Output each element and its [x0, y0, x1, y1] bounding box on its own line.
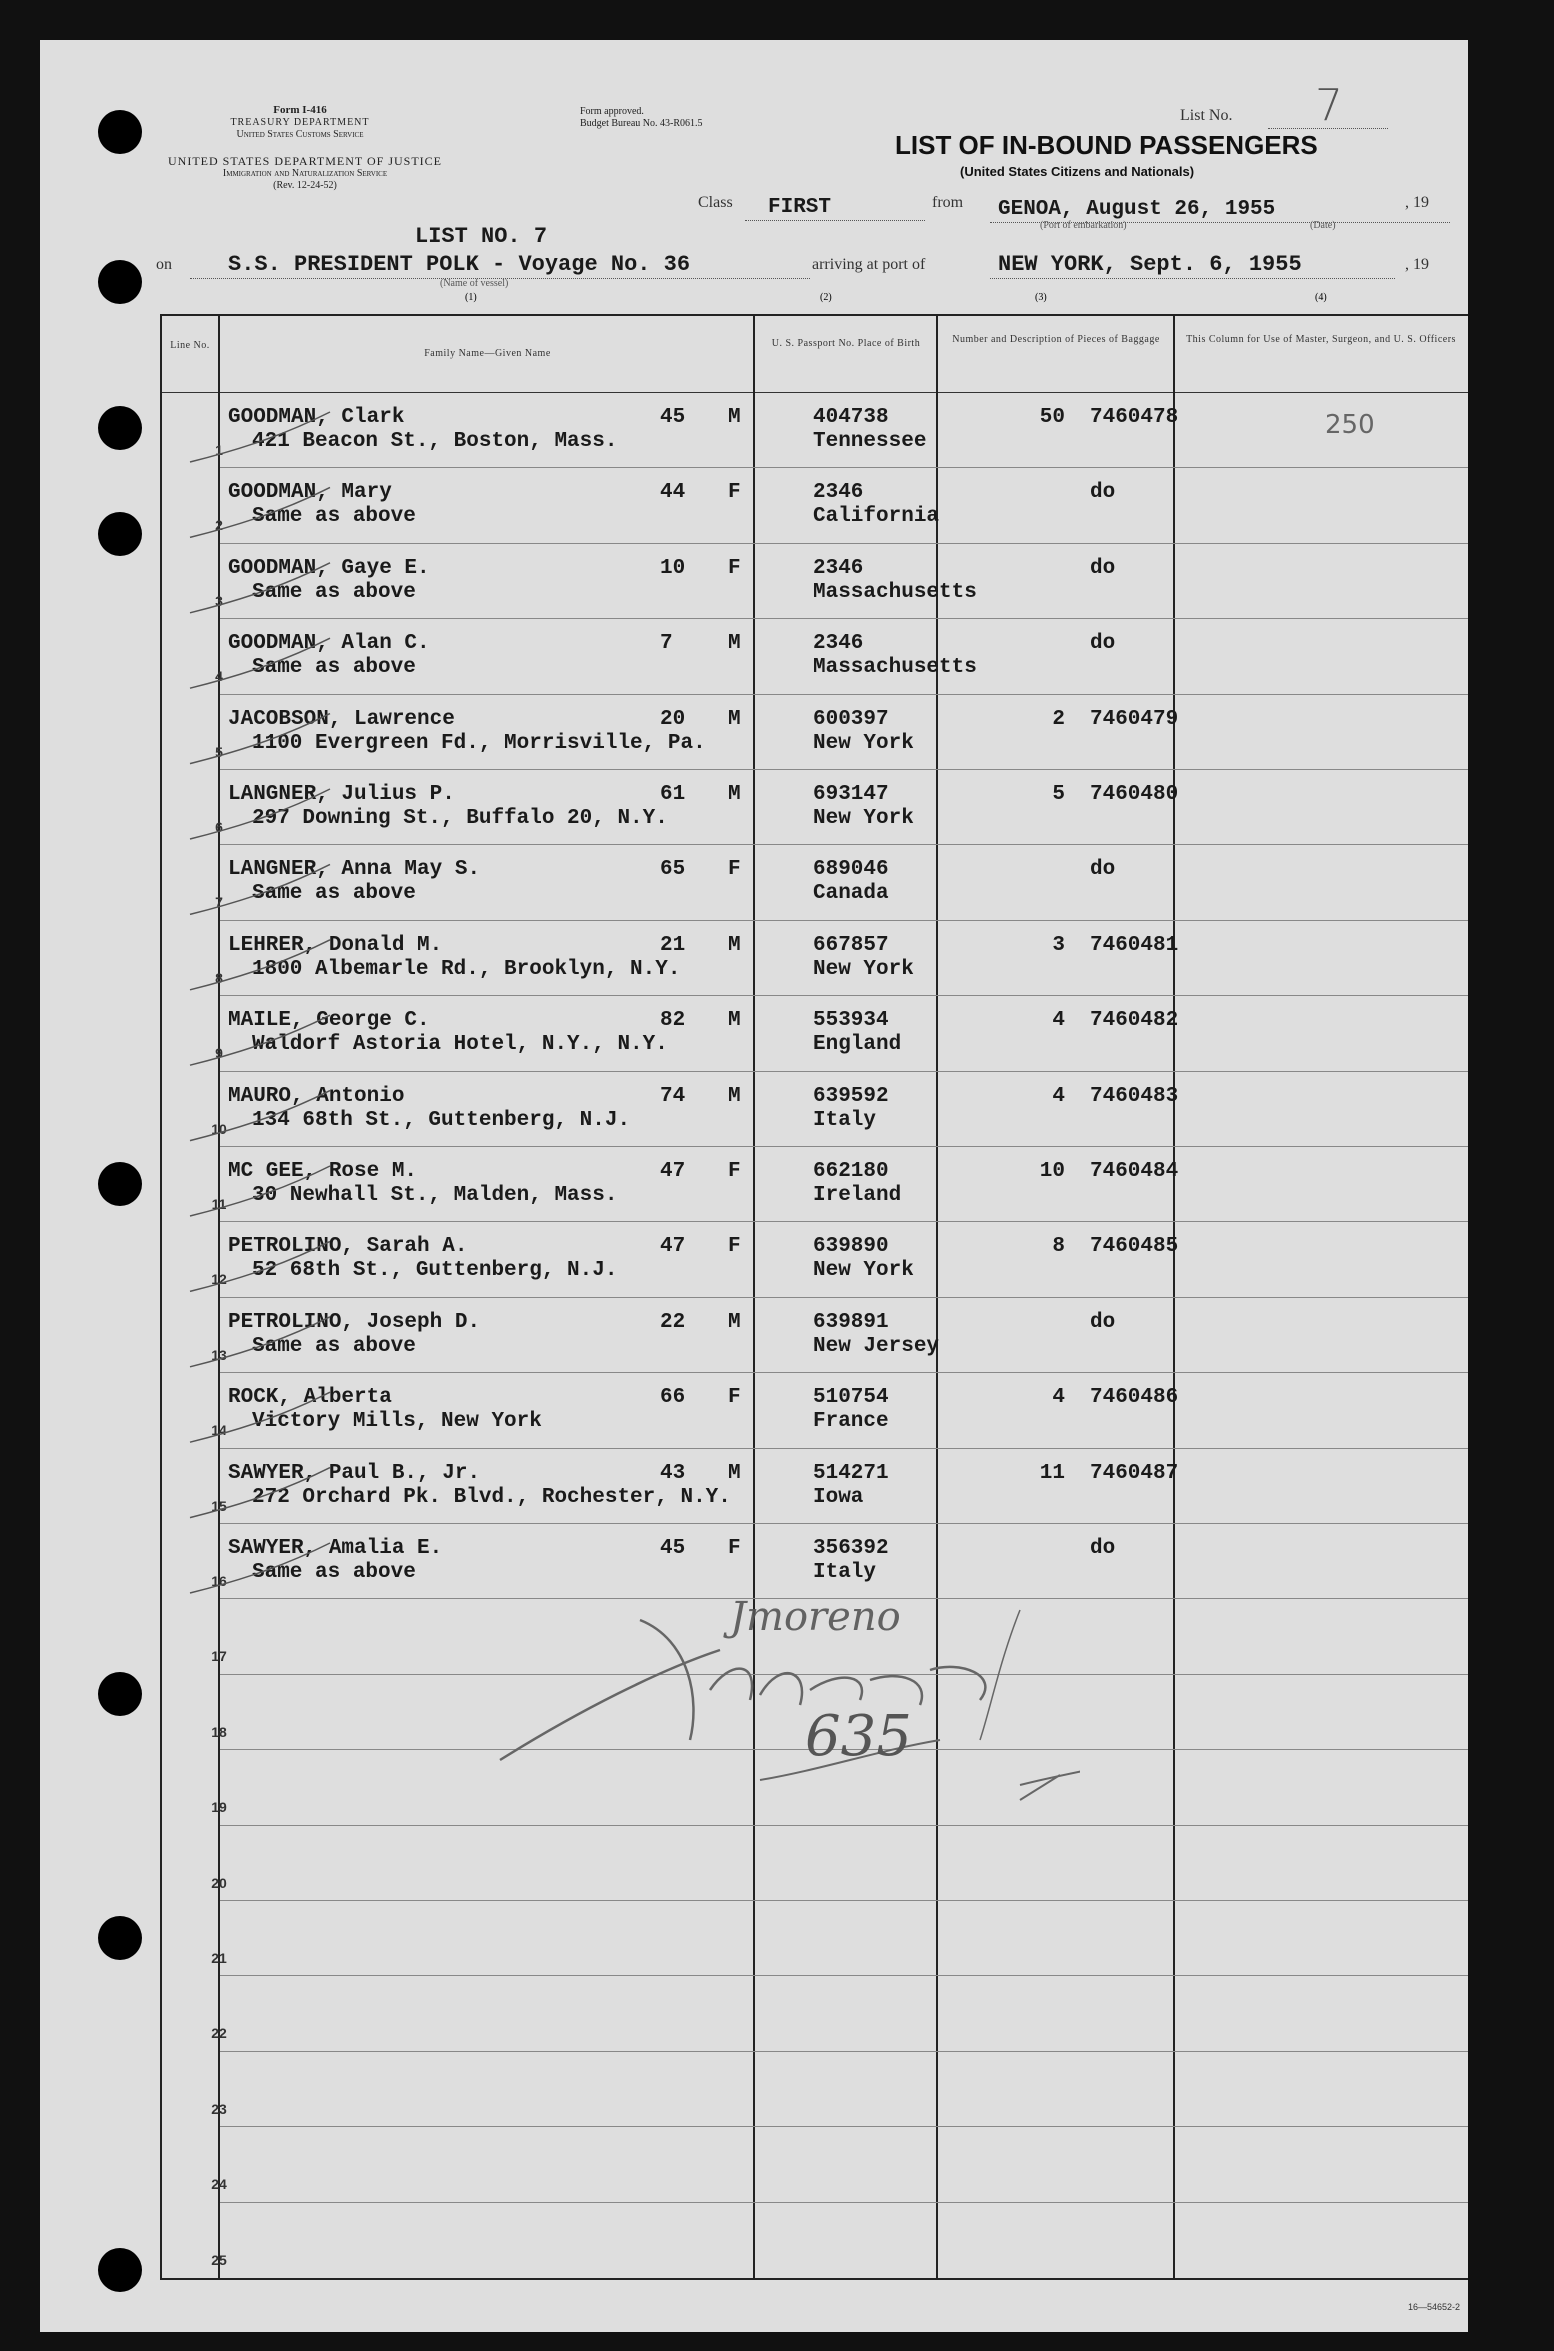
form-number: Form I-416: [273, 104, 327, 116]
column-header-name: Family Name—Given Name: [424, 348, 551, 359]
passenger-sex: M: [728, 406, 741, 429]
passenger-sex: M: [728, 632, 741, 656]
punch-hole: [98, 1672, 142, 1716]
column-header-passport: U. S. Passport No. Place of Birth: [771, 338, 921, 349]
row-divider: [220, 995, 1468, 996]
punch-hole: [98, 406, 142, 450]
justice-dept: UNITED STATES DEPARTMENT OF JUSTICE: [167, 154, 442, 168]
passenger-sex: M: [728, 707, 741, 731]
ins-service: Immigration and Naturalization Service: [222, 168, 388, 180]
list-number: [1180, 106, 1232, 125]
passport-number: 693147: [813, 783, 889, 806]
arriving-line: [990, 278, 1395, 279]
passenger-age: 47: [660, 1235, 686, 1259]
row-divider: [220, 1523, 1468, 1524]
line-number: 18: [211, 1723, 227, 1740]
row-divider: [220, 844, 1468, 845]
line-number: 13: [211, 1346, 227, 1363]
baggage-tag: 7460480: [1090, 783, 1179, 806]
passenger-age: 7: [660, 632, 673, 656]
passenger-sex: M: [728, 1461, 741, 1485]
passport-number: 553934: [813, 1009, 889, 1033]
row-divider: [220, 2202, 1468, 2203]
line-number: 23: [211, 2100, 227, 2117]
row-divider: [220, 618, 1468, 619]
line-number: 12: [211, 1271, 227, 1288]
place-of-birth: Iowa: [813, 1485, 864, 1509]
row-divider: [220, 1448, 1468, 1449]
agency-header: [150, 104, 450, 141]
passenger-age: 66: [660, 1386, 686, 1410]
passenger-sex: F: [728, 481, 741, 505]
passenger-sex: M: [728, 783, 741, 806]
line-number: 1: [215, 442, 223, 458]
list-no-handwritten: 7: [1315, 80, 1343, 131]
baggage-tag: do: [1090, 632, 1116, 656]
class-label: Class: [698, 194, 733, 211]
arriving-value: NEW YORK, Sept. 6, 1955: [998, 252, 1302, 277]
passport-number: 356392: [813, 1537, 889, 1560]
column-number-4: (4): [1315, 292, 1327, 303]
handwritten-signature: [460, 1580, 1080, 1810]
passenger-age: 47: [660, 1160, 686, 1183]
baggage-pieces: 10: [1039, 1160, 1065, 1183]
place-of-birth: Ireland: [813, 1184, 902, 1207]
baggage-pieces: 5: [1052, 783, 1065, 806]
table-top-border: [160, 314, 1468, 316]
place-of-birth: New York: [813, 807, 914, 830]
column-number-1: (1): [465, 292, 477, 303]
line-number: 17: [211, 1648, 227, 1665]
line-number: 11: [211, 1196, 227, 1212]
baggage-tag: 7460478: [1090, 406, 1179, 429]
passenger-sex: F: [728, 1386, 741, 1410]
passport-number: 2346: [813, 481, 864, 505]
passenger-age: 20: [660, 707, 686, 731]
row-divider: [220, 1221, 1468, 1222]
year-suffix-2: , 19: [1405, 256, 1429, 273]
arriving-label: arriving at port of: [812, 256, 926, 273]
column-header-baggage: Number and Description of Pieces of Baggage: [952, 334, 1160, 345]
passport-number: 514271: [813, 1461, 889, 1485]
passenger-address: 134 68th St., Guttenberg, N.J.: [252, 1108, 631, 1132]
line-number: 21: [211, 1950, 227, 1966]
place-of-birth: Italy: [813, 1561, 877, 1584]
passenger-age: 10: [660, 556, 686, 580]
from-value: GENOA, August 26, 1955: [998, 198, 1276, 221]
passenger-address: 52 68th St., Guttenberg, N.J.: [252, 1259, 618, 1283]
punch-hole: [98, 260, 142, 304]
passenger-name: SAWYER, Amalia E.: [228, 1537, 443, 1560]
officer-note: 250: [1325, 410, 1375, 440]
row-divider: [220, 920, 1468, 921]
page-title: LIST OF IN-BOUND PASSENGERS: [895, 130, 1318, 160]
table-header-border: [160, 392, 1468, 393]
passenger-address: 421 Beacon St., Boston, Mass.: [252, 430, 618, 453]
place-of-birth: New York: [813, 731, 914, 755]
baggage-tag: 7460481: [1090, 933, 1179, 957]
passenger-address: 297 Downing St., Buffalo 20, N.Y.: [252, 807, 668, 830]
passenger-name: SAWYER, Paul B., Jr.: [228, 1461, 481, 1485]
passenger-age: 74: [660, 1084, 686, 1108]
passenger-age: 44: [660, 481, 686, 505]
line-number: 5: [215, 743, 223, 760]
place-of-birth: England: [813, 1033, 902, 1057]
place-of-birth: Italy: [813, 1108, 877, 1132]
line-number: 2: [215, 517, 223, 534]
passenger-sex: F: [728, 1235, 741, 1259]
class-line: [745, 220, 925, 221]
passport-number: 2346: [813, 556, 864, 580]
passenger-address: Same as above: [252, 580, 416, 604]
punch-hole: [98, 1162, 142, 1206]
punch-hole: [98, 110, 142, 154]
vessel-caption: (Name of vessel): [440, 278, 509, 289]
column-header-officers: This Column for Use of Master, Surgeon, and U. S. Officers: [1186, 334, 1456, 345]
line-number: 9: [215, 1045, 223, 1062]
passport-number: 639890: [813, 1235, 889, 1259]
passenger-sex: M: [728, 1084, 741, 1108]
baggage-tag: 7460483: [1090, 1084, 1179, 1108]
punch-hole: [98, 2248, 142, 2292]
row-divider: [220, 1975, 1468, 1976]
line-number: 15: [211, 1497, 227, 1514]
form-approved: Form approved.: [580, 106, 644, 117]
passenger-age: 21: [660, 933, 686, 957]
passenger-name: ROCK, Alberta: [228, 1386, 392, 1410]
passport-number: 2346: [813, 632, 864, 656]
baggage-tag: do: [1090, 556, 1116, 580]
baggage-tag: do: [1090, 481, 1116, 505]
passport-number: 662180: [813, 1160, 889, 1183]
passenger-name: GOODMAN, Gaye E.: [228, 556, 430, 580]
list-no-typed: LIST NO. 7: [415, 224, 548, 249]
baggage-pieces: 4: [1052, 1084, 1065, 1108]
passenger-name: PETROLINO, Joseph D.: [228, 1310, 481, 1334]
passport-number: 689046: [813, 858, 889, 882]
line-number: 3: [215, 592, 223, 609]
passenger-age: 45: [660, 406, 686, 429]
baggage-tag: 7460479: [1090, 707, 1179, 731]
line-number: 4: [215, 668, 223, 685]
baggage-tag: 7460487: [1090, 1461, 1179, 1485]
baggage-tag: 7460484: [1090, 1160, 1179, 1183]
baggage-tag: 7460482: [1090, 1009, 1179, 1033]
row-divider: [220, 694, 1468, 695]
passenger-address: Same as above: [252, 505, 416, 529]
passenger-name: GOODMAN, Mary: [228, 481, 392, 505]
handwritten-number: 635: [805, 1704, 912, 1769]
row-divider: [220, 1071, 1468, 1072]
punch-hole: [98, 512, 142, 556]
table-left-border: [160, 314, 162, 2280]
passport-number: 404738: [813, 406, 889, 429]
baggage-tag: do: [1090, 1537, 1116, 1560]
passenger-address: 30 Newhall St., Malden, Mass.: [252, 1184, 618, 1207]
vessel-value: S.S. PRESIDENT POLK - Voyage No. 36: [228, 252, 691, 277]
passenger-age: 65: [660, 858, 686, 882]
from-label: from: [932, 194, 964, 211]
passenger-address: Waldorf Astoria Hotel, N.Y., N.Y.: [252, 1033, 668, 1057]
row-divider: [220, 769, 1468, 770]
baggage-pieces: 50: [1039, 406, 1065, 429]
place-of-birth: New York: [813, 957, 914, 981]
row-divider: [220, 1825, 1468, 1826]
row-divider: [220, 467, 1468, 468]
passenger-sex: M: [728, 1310, 741, 1334]
place-of-birth: Massachusetts: [813, 656, 977, 680]
revision: (Rev. 12-24-52): [273, 180, 337, 192]
passenger-address: Victory Mills, New York: [252, 1410, 542, 1434]
baggage-pieces: 4: [1052, 1386, 1065, 1410]
line-number: 20: [211, 1874, 227, 1891]
punch-hole: [98, 1916, 142, 1960]
page-subtitle: (United States Citizens and Nationals): [960, 164, 1195, 179]
passenger-address: Same as above: [252, 882, 416, 906]
baggage-pieces: 2: [1052, 707, 1065, 731]
column-header-line-no: Line No.: [170, 340, 210, 351]
passenger-sex: F: [728, 858, 741, 882]
passenger-sex: F: [728, 556, 741, 580]
list-no-label: List No.: [1180, 107, 1233, 124]
line-number: 24: [211, 2176, 227, 2193]
baggage-pieces: 4: [1052, 1009, 1065, 1033]
place-of-birth: Tennessee: [813, 430, 927, 453]
customs-service: United States Customs Service: [236, 129, 364, 141]
port-caption: (Port of embarkation): [1040, 220, 1127, 231]
treasury-dept: TREASURY DEPARTMENT: [230, 117, 370, 129]
passport-number: 667857: [813, 933, 889, 957]
form-footer: 16—54652-2: [1408, 2302, 1461, 2312]
passenger-name: LANGNER, Julius P.: [228, 783, 455, 806]
passenger-age: 43: [660, 1461, 686, 1485]
justice-header: [140, 154, 470, 192]
line-number: 10: [211, 1120, 227, 1137]
passenger-name: LEHRER, Donald M.: [228, 933, 443, 957]
row-divider: [220, 1297, 1468, 1298]
row-divider: [220, 543, 1468, 544]
passenger-name: PETROLINO, Sarah A.: [228, 1235, 468, 1259]
passenger-name: LANGNER, Anna May S.: [228, 858, 481, 882]
baggage-tag: do: [1090, 858, 1116, 882]
baggage-pieces: 11: [1039, 1461, 1065, 1485]
passenger-age: 45: [660, 1537, 686, 1560]
passenger-name: GOODMAN, Clark: [228, 406, 405, 429]
passenger-address: 272 Orchard Pk. Blvd., Rochester, N.Y.: [252, 1485, 731, 1509]
passport-number: 600397: [813, 707, 889, 731]
passport-number: 510754: [813, 1386, 889, 1410]
date-caption: (Date): [1310, 220, 1336, 231]
place-of-birth: Massachusetts: [813, 580, 977, 604]
line-number: 25: [211, 2251, 227, 2268]
baggage-tag: 7460485: [1090, 1235, 1179, 1259]
column-number-3: (3): [1035, 292, 1047, 303]
passenger-age: 61: [660, 783, 686, 806]
line-number: 6: [215, 819, 223, 835]
passenger-name: JACOBSON, Lawrence: [228, 707, 455, 731]
column-number-2: (2): [820, 292, 832, 303]
passenger-name: MC GEE, Rose M.: [228, 1160, 418, 1183]
line-number: 8: [215, 969, 223, 986]
passport-number: 639891: [813, 1310, 889, 1334]
budget-bureau: Budget Bureau No. 43-R061.5: [580, 118, 703, 129]
passenger-address: Same as above: [252, 1561, 416, 1584]
passenger-sex: M: [728, 933, 741, 957]
line-number: 16: [211, 1573, 227, 1589]
table-bottom-border: [160, 2278, 1468, 2280]
baggage-tag: do: [1090, 1310, 1116, 1334]
passenger-age: 22: [660, 1310, 686, 1334]
on-label: on: [156, 256, 172, 273]
class-value: FIRST: [768, 196, 832, 219]
passenger-name: MAURO, Antonio: [228, 1084, 405, 1108]
passport-number: 639592: [813, 1084, 889, 1108]
passenger-address: Same as above: [252, 1334, 416, 1358]
passenger-sex: M: [728, 1009, 741, 1033]
place-of-birth: New York: [813, 1259, 914, 1283]
row-divider: [220, 1900, 1468, 1901]
line-number: 14: [211, 1422, 227, 1439]
document-page: [40, 40, 1468, 2332]
passenger-sex: F: [728, 1537, 741, 1560]
passenger-sex: F: [728, 1160, 741, 1183]
signature-text: Jmoreno: [730, 1594, 901, 1640]
year-suffix-1: , 19: [1405, 194, 1429, 211]
place-of-birth: France: [813, 1410, 889, 1434]
row-divider: [220, 2126, 1468, 2127]
place-of-birth: Canada: [813, 882, 889, 906]
passenger-name: GOODMAN, Alan C.: [228, 632, 430, 656]
baggage-pieces: 8: [1052, 1235, 1065, 1259]
baggage-tag: 7460486: [1090, 1386, 1179, 1410]
place-of-birth: New Jersey: [813, 1334, 940, 1358]
passenger-address: 1800 Albemarle Rd., Brooklyn, N.Y.: [252, 957, 681, 981]
passenger-age: 82: [660, 1009, 686, 1033]
baggage-pieces: 3: [1052, 933, 1065, 957]
row-divider: [220, 1372, 1468, 1373]
line-number: 22: [211, 2025, 227, 2042]
form-approval: [580, 106, 703, 130]
place-of-birth: California: [813, 505, 940, 529]
row-divider: [220, 2051, 1468, 2052]
line-number: 7: [215, 894, 223, 911]
line-number: 19: [211, 1799, 227, 1816]
passenger-name: MAILE, George C.: [228, 1009, 430, 1033]
passenger-address: 1100 Evergreen Fd., Morrisville, Pa.: [252, 731, 706, 755]
row-divider: [220, 1146, 1468, 1147]
passenger-address: Same as above: [252, 656, 416, 680]
